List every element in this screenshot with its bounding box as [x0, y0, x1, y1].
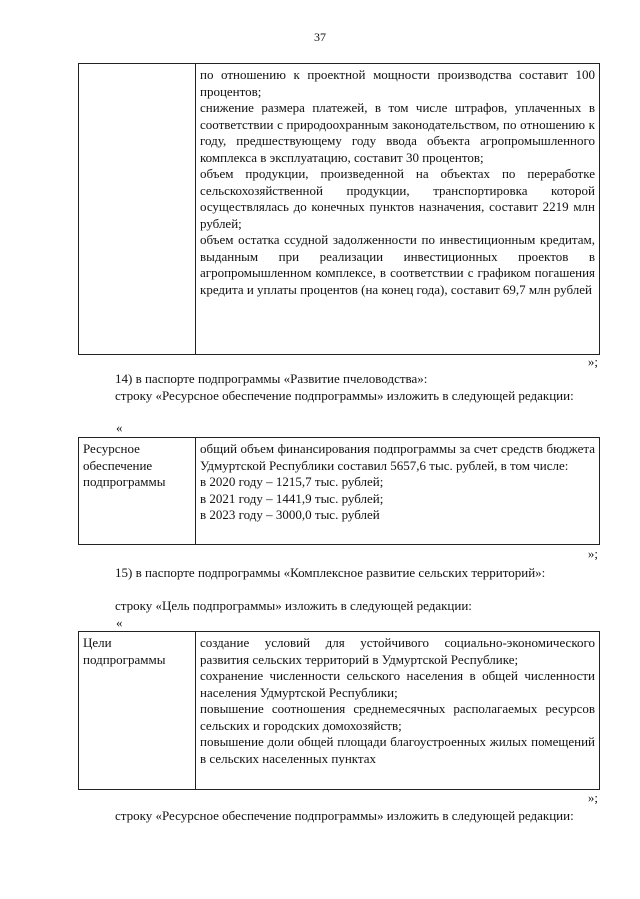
table-content-cell — [196, 632, 600, 790]
table-content-cell — [196, 64, 600, 355]
goals-table — [78, 631, 600, 790]
table-paragraph: по отношению к проектной мощности производства составит 100 процентов; — [200, 67, 595, 99]
table-paragraph: объем продукции, произведенной на объектах по переработке сельскохозяйственной продукции, транспортировка которой осуществлялась до конечных пунктов назначения, составит 2219 млн рублей; — [200, 166, 595, 231]
section-14-instruction: строку «Ресурсное обеспечение подпрограммы» изложить в следующей редакции: — [115, 388, 574, 403]
closing-quote: »; — [587, 354, 598, 369]
table-paragraph: повышение доли общей площади благоустроенных жилых помещений в сельских населенных пунктах — [200, 734, 595, 766]
resource-table — [78, 437, 600, 545]
table-label-cell: Цели подпрограммы — [79, 632, 196, 790]
table-row — [79, 632, 600, 790]
table-paragraph: объем остатка ссудной задолженности по инвестиционным кредитам, выданным при реализации инвестиционных проектов в агропромышленном комплексе, в соответствии с графиком погашения кредита и уплаты процентов (на конец года), составит 69,7 млн рублей — [200, 232, 595, 297]
opening-quote: « — [116, 420, 123, 435]
table-paragraph: в 2021 году – 1441,9 тыс. рублей; — [200, 490, 384, 506]
table-paragraph: снижение размера платежей, в том числе штрафов, уплаченных в соответствии с природоохранным законодательством, по отношению к году, предшествующему году ввода объекта агропромышленного комплекса в эксплуатацию, составит 30 процентов; — [200, 100, 595, 165]
table-paragraph: в 2020 году – 1215,7 тыс. рублей; — [200, 474, 384, 489]
table-paragraph: в 2023 году – 3000,0 тыс. рублей — [200, 507, 380, 522]
table-paragraph: создание условий для устойчивого социально-экономического развития сельских территорий в Удмуртской Республике; — [200, 635, 595, 667]
opening-quote: « — [116, 615, 123, 630]
table-paragraph: повышение соотношения среднемесячных располагаемых ресурсов сельских и городских домохозяйств; — [200, 701, 595, 733]
indicators-table — [78, 63, 600, 355]
section-14-heading: 14) в паспорте подпрограммы «Развитие пчеловодства»: — [115, 371, 428, 386]
final-instruction: строку «Ресурсное обеспечение подпрограммы» изложить в следующей редакции: — [115, 808, 574, 823]
table-content-cell — [196, 438, 600, 545]
table-label-cell — [79, 64, 196, 355]
closing-quote: »; — [587, 546, 598, 561]
section-15-heading: 15) в паспорте подпрограммы «Комплексное развитие сельских территорий»: — [115, 565, 546, 580]
table-row — [79, 64, 600, 355]
table-paragraph: общий объем финансирования подпрограммы за счет средств бюджета Удмуртской Республики составил 5657,6 тыс. рублей, в том числе: — [200, 441, 595, 473]
table-row — [79, 438, 600, 545]
section-15-instruction: строку «Цель подпрограммы» изложить в следующей редакции: — [115, 598, 472, 613]
closing-quote: »; — [587, 790, 598, 805]
page-number: 37 — [314, 30, 326, 44]
table-label-cell: Ресурсное обеспечение подпрограммы — [79, 438, 196, 545]
table-paragraph: сохранение численности сельского населения в общей численности населения Удмуртской Республики; — [200, 668, 595, 700]
